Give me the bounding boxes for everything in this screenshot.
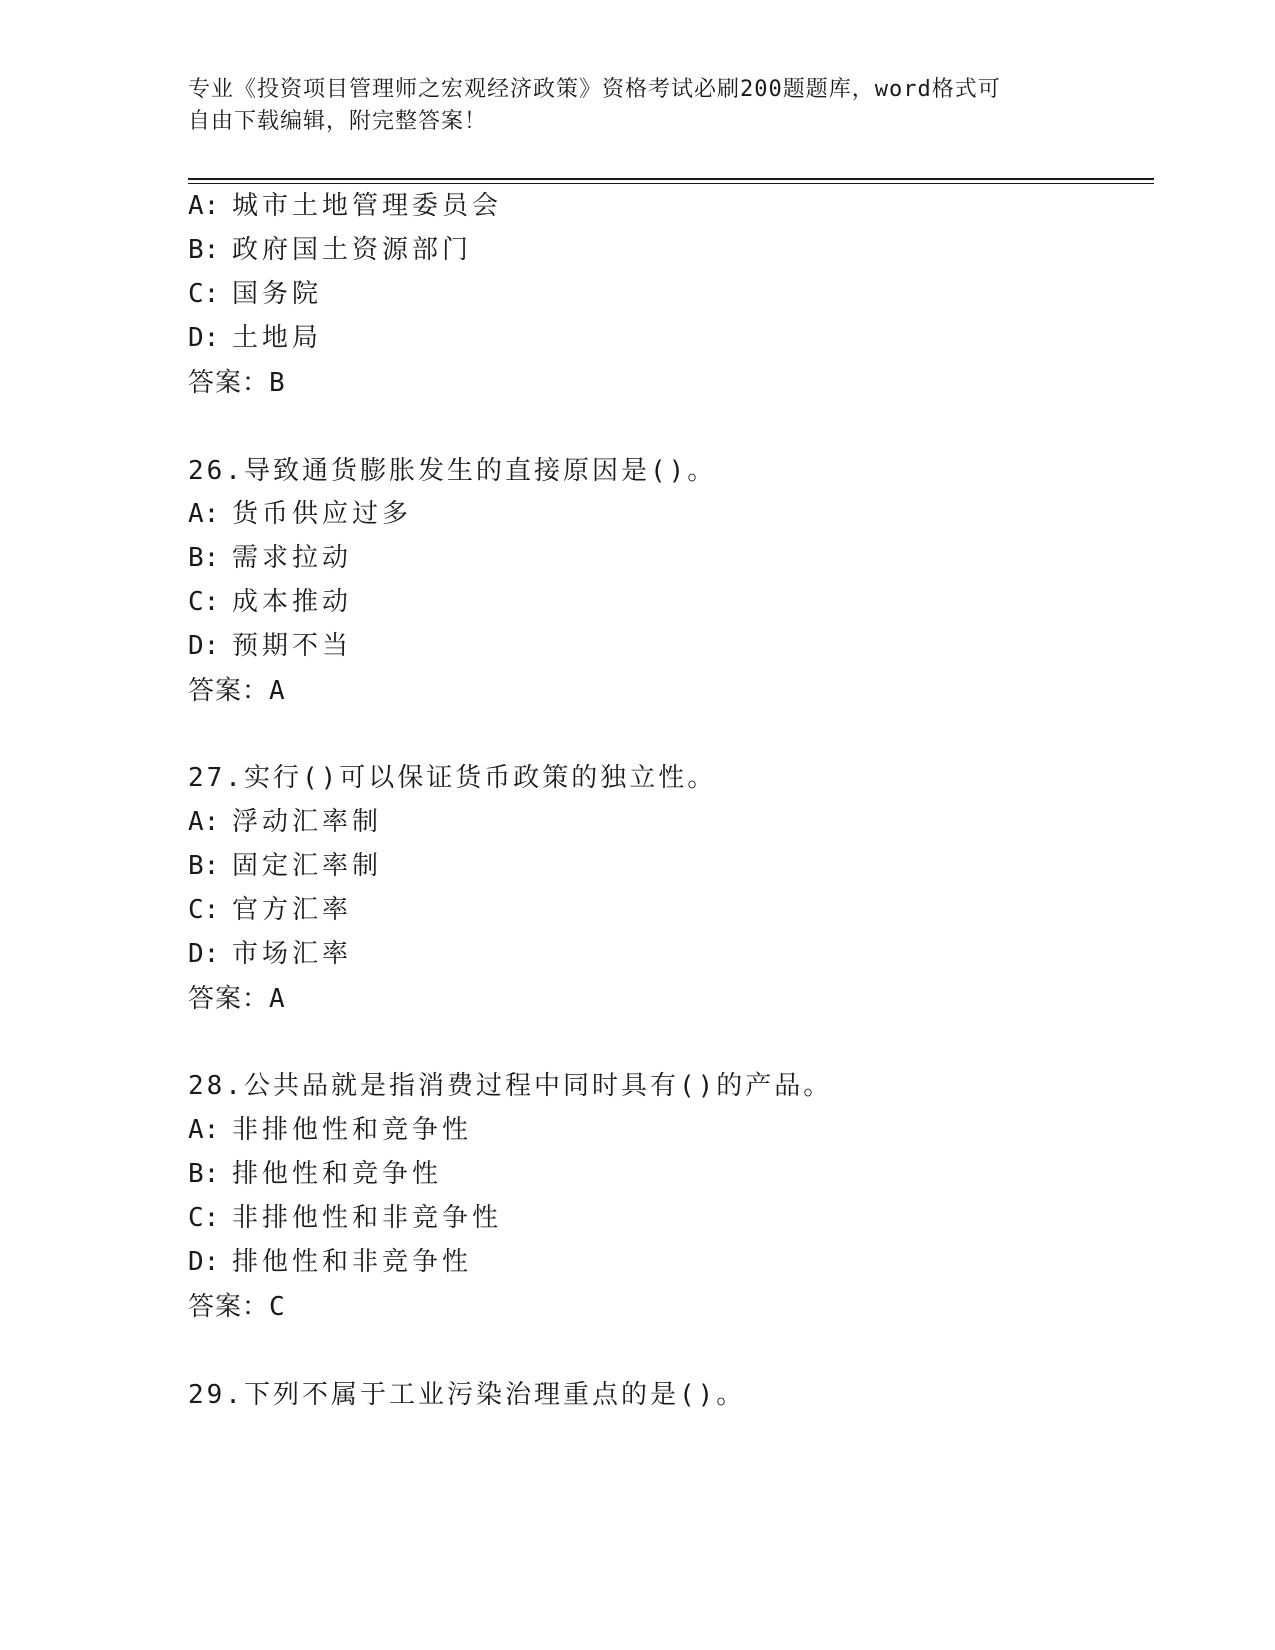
option-text: 排他性和非竞争性 bbox=[232, 1247, 473, 1277]
option-label: C: bbox=[188, 895, 220, 925]
option-text: 非排他性和非竞争性 bbox=[232, 1203, 503, 1233]
option-label: A: bbox=[188, 499, 220, 529]
q28-answer: 答案：C bbox=[188, 1292, 286, 1322]
option-label: C: bbox=[188, 279, 220, 309]
option-label: B: bbox=[188, 1159, 220, 1189]
option-text: 浮动汇率制 bbox=[232, 807, 383, 837]
header-divider-thin bbox=[188, 183, 1154, 184]
option-label: D: bbox=[188, 1247, 220, 1277]
q28-question: 28.公共品就是指消费过程中同时具有()的产品。 bbox=[188, 1071, 833, 1101]
q28-option-b bbox=[188, 1157, 442, 1191]
q28-option-d bbox=[188, 1245, 472, 1279]
option-label: A: bbox=[188, 807, 220, 837]
header-line-1: 专业《投资项目管理师之宏观经济政策》资格考试必刷200题题库，word格式可 bbox=[188, 77, 1001, 102]
option-label: A: bbox=[188, 191, 220, 221]
option-text: 官方汇率 bbox=[232, 895, 353, 925]
q27-option-d bbox=[188, 937, 352, 971]
q27-option-a bbox=[188, 805, 382, 839]
q25-option-c bbox=[188, 277, 322, 311]
option-label: C: bbox=[188, 1203, 220, 1233]
header-divider-thick bbox=[188, 178, 1154, 180]
q27-option-b bbox=[188, 849, 382, 883]
option-text: 城市土地管理委员会 bbox=[232, 191, 503, 221]
option-text: 市场汇率 bbox=[232, 939, 353, 969]
q26-option-c bbox=[188, 585, 352, 619]
option-label: D: bbox=[188, 323, 220, 353]
q26-answer: 答案：A bbox=[188, 676, 286, 706]
option-text: 土地局 bbox=[232, 323, 323, 353]
option-text: 需求拉动 bbox=[232, 543, 353, 573]
q26-option-d bbox=[188, 629, 352, 663]
option-text: 排他性和竞争性 bbox=[232, 1159, 443, 1189]
q28-option-a bbox=[188, 1113, 472, 1147]
option-label: D: bbox=[188, 631, 220, 661]
q28-option-c bbox=[188, 1201, 502, 1235]
option-text: 货币供应过多 bbox=[232, 499, 413, 529]
option-text: 国务院 bbox=[232, 279, 323, 309]
q27-answer: 答案：A bbox=[188, 984, 286, 1014]
option-text: 固定汇率制 bbox=[232, 851, 383, 881]
option-label: B: bbox=[188, 543, 220, 573]
document-header bbox=[188, 74, 1088, 138]
option-label: B: bbox=[188, 235, 220, 265]
option-label: D: bbox=[188, 939, 220, 969]
option-text: 预期不当 bbox=[232, 631, 353, 661]
q25-answer: 答案：B bbox=[188, 368, 286, 398]
option-label: A: bbox=[188, 1115, 220, 1145]
option-text: 非排他性和竞争性 bbox=[232, 1115, 473, 1145]
q27-question: 27.实行()可以保证货币政策的独立性。 bbox=[188, 763, 717, 793]
q27-option-c bbox=[188, 893, 352, 927]
q25-option-a bbox=[188, 189, 502, 223]
q26-option-b bbox=[188, 541, 352, 575]
q26-question: 26.导致通货膨胀发生的直接原因是()。 bbox=[188, 456, 717, 486]
header-line-2: 自由下载编辑，附完整答案！ bbox=[188, 109, 488, 134]
option-text: 政府国土资源部门 bbox=[232, 235, 473, 265]
option-label: C: bbox=[188, 587, 220, 617]
option-text: 成本推动 bbox=[232, 587, 353, 617]
q25-option-b bbox=[188, 233, 472, 267]
q25-option-d bbox=[188, 321, 322, 355]
q29-question: 29.下列不属于工业污染治理重点的是()。 bbox=[188, 1380, 746, 1410]
q26-option-a bbox=[188, 497, 412, 531]
option-label: B: bbox=[188, 851, 220, 881]
